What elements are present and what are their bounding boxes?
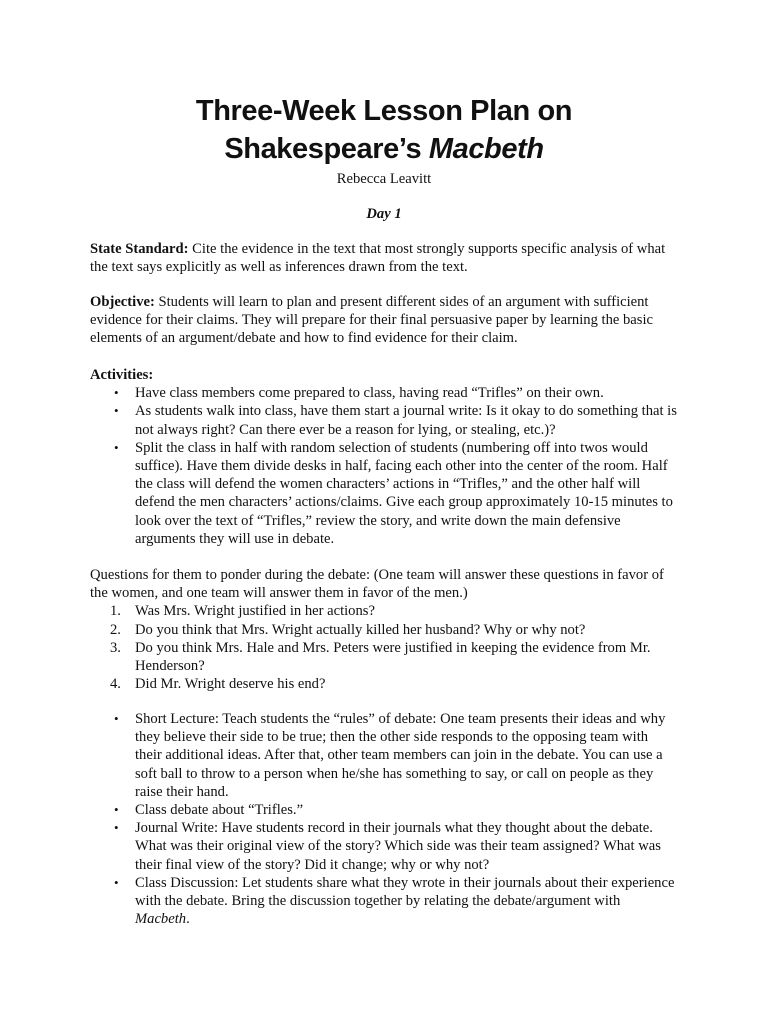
- author-name: Rebecca Leavitt: [336, 171, 432, 187]
- page-title: [0, 92, 768, 168]
- list-item: [90, 819, 678, 874]
- title-line-1: Three-Week Lesson Plan on: [195, 95, 573, 127]
- list-item-text: Split the class in half with random selection of students (numbering off into twos would suffice). Have them divide desks in half, facing each other into the center of the room. Half the class will defend the women characters’ actions in “Trifles,” and the other half will defend the men characters’ actions/claims. Give each group approximately 10-15 minutes to look over the text of “Trifles,” review the story, and write down the main defensive arguments they will use in debate.: [135, 439, 673, 547]
- objective-label: Objective:: [90, 294, 155, 310]
- list-item-text: Class Discussion: Let students share what they wrote in their journals about their experience with the debate. Bring the discussion together by relating the debate/argument with: [135, 874, 675, 910]
- list-item: [90, 402, 678, 438]
- list-item: [90, 384, 678, 402]
- list-item-text: Did Mr. Wright deserve his end?: [135, 676, 326, 693]
- objective-section: [90, 293, 678, 348]
- list-number: 4.: [110, 676, 121, 693]
- title-line-2: [0, 130, 768, 168]
- list-item-suffix: .: [186, 911, 190, 928]
- bullet-icon: •: [114, 874, 119, 890]
- activities-list: [90, 384, 678, 548]
- bullet-icon: •: [114, 802, 119, 818]
- title-line-2-prefix: Shakespeare’s: [224, 133, 429, 165]
- list-number: 3.: [110, 639, 121, 656]
- list-item: [90, 621, 678, 639]
- list-item-text: Journal Write: Have students record in their journals what they thought about the debate. What was their original view of the story? Which side was their team assigned? What was their final view of the story? Did it change; why or why not?: [135, 820, 661, 873]
- list-item: [90, 439, 678, 548]
- state-standard-text: Cite the evidence in the text that most strongly supports specific analysis of what the text says explicitly as well as inferences drawn from the text.: [90, 241, 666, 276]
- list-item: [90, 710, 678, 801]
- list-item-text: Short Lecture: Teach students the “rules” of debate: One team presents their ideas and why they believe their side to be true; then the other side responds to the opposing team with their additional ideas. After that, other team members can join in the debate. You can use a soft ball to throw to a person when he/she has something to say, or call on people as they raise their hand.: [135, 711, 666, 800]
- title-line-2-italic: Macbeth: [428, 133, 544, 165]
- list-item: [90, 801, 678, 819]
- list-item-text: Have class members come prepared to class, having read “Trifles” on their own.: [135, 385, 604, 402]
- list-item-text: Do you think that Mrs. Wright actually killed her husband? Why or why not?: [135, 621, 586, 638]
- list-item: [90, 874, 678, 929]
- questions-intro: Questions for them to ponder during the debate: (One team will answer these questions in favor of the women, and one team will answer them in favor of the men.): [90, 567, 664, 602]
- bullet-icon: •: [114, 820, 119, 836]
- objective-text: Students will learn to plan and present different sides of an argument with sufficient evidence for their claims. They will prepare for their final persuasive paper by learning the basic elements of an argument/debate and how to find evidence for their claim.: [90, 294, 653, 347]
- list-item: [90, 639, 678, 675]
- more-activities-list: [90, 710, 678, 928]
- list-item-text: As students walk into class, have them start a journal write: Is it okay to do something that is not always right? Can there ever be a reason for lying, or stealing, etc.)?: [135, 403, 677, 438]
- activities-label: Activities:: [90, 367, 154, 383]
- questions-section: [90, 566, 678, 693]
- bullet-icon: •: [114, 385, 119, 401]
- bullet-icon: •: [114, 403, 119, 419]
- state-standard-section: [90, 240, 678, 276]
- list-number: 2.: [110, 621, 121, 638]
- state-standard-label: State Standard:: [90, 241, 189, 257]
- activities-section: [90, 366, 678, 548]
- bullet-icon: •: [114, 711, 119, 726]
- list-number: 1.: [110, 603, 121, 620]
- bullet-icon: •: [114, 439, 119, 455]
- list-item-text: Was Mrs. Wright justified in her actions?: [135, 603, 375, 620]
- more-activities-section: [90, 710, 678, 928]
- list-item-text: Class debate about “Trifles.”: [135, 802, 304, 819]
- list-item: [90, 602, 678, 620]
- list-item-text: Do you think Mrs. Hale and Mrs. Peters were justified in keeping the evidence from Mr. Henderson?: [135, 639, 651, 675]
- questions-list: [90, 602, 678, 693]
- list-item: [90, 675, 678, 693]
- day-heading: Day 1: [366, 206, 402, 222]
- list-item-italic-text: Macbeth: [135, 911, 187, 928]
